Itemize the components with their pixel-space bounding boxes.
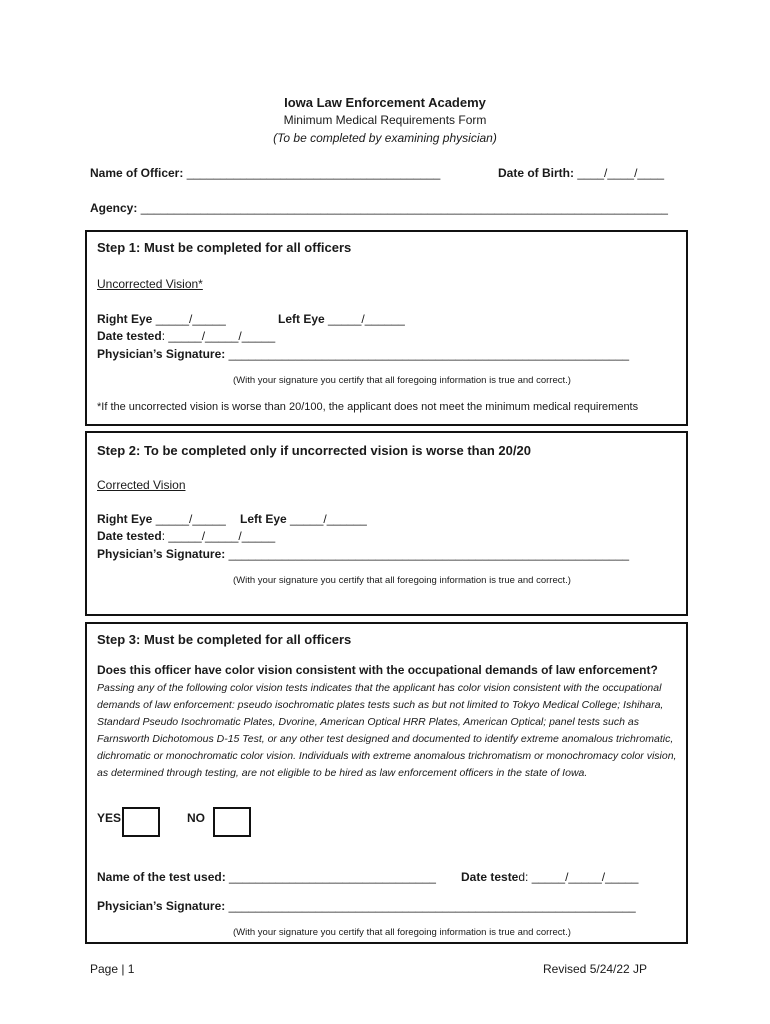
step1-signature-field[interactable] xyxy=(97,347,629,361)
step2-left-eye-blank[interactable]: _____/______ xyxy=(290,512,367,526)
test-name-label: Name of the test used: xyxy=(97,870,226,884)
step1-left-eye-blank[interactable]: _____/______ xyxy=(328,312,405,326)
step2-title: Step 2: To be completed only if uncorrected vision is worse than 20/20 xyxy=(97,443,531,458)
dob-label: Date of Birth: xyxy=(498,166,574,180)
agency-blank[interactable]: _______________________________________________________________________________ xyxy=(140,201,668,215)
step2-date-label: Date tested xyxy=(97,529,162,543)
agency-field[interactable] xyxy=(90,201,668,215)
step3-title: Step 3: Must be completed for all officers xyxy=(97,632,352,647)
step1-date-label: Date tested xyxy=(97,329,162,343)
dob-field[interactable] xyxy=(498,166,664,180)
no-label: NO xyxy=(187,811,205,825)
step1-footnote: *If the uncorrected vision is worse than 20/100, the applicant does not meet the minimum medical requirements xyxy=(97,401,639,413)
step2-date-field[interactable] xyxy=(97,529,275,543)
step1-left-eye-field[interactable] xyxy=(278,312,405,326)
step3-signature-blank[interactable]: _____________________________________________________________ xyxy=(228,899,636,913)
step2-left-eye-label: Left Eye xyxy=(240,512,287,526)
step1-title: Step 1: Must be completed for all officers xyxy=(97,240,352,255)
step3-signature-field[interactable] xyxy=(97,899,636,913)
step3-question: Does this officer have color vision consistent with the occupational demands of law enforcement? xyxy=(97,663,658,677)
step2-right-eye-field[interactable] xyxy=(97,512,226,526)
step3-date-label: Date teste xyxy=(461,870,519,884)
step1-date-blank[interactable]: : _____/_____/_____ xyxy=(161,329,276,343)
step2-signature-blank[interactable]: ____________________________________________________________ xyxy=(228,547,630,561)
step1-right-eye-field[interactable] xyxy=(97,312,226,326)
step3-signature-label: Physician’s Signature: xyxy=(97,899,226,913)
form-note: (To be completed by examining physician) xyxy=(273,131,497,145)
test-name-field[interactable] xyxy=(97,870,436,884)
step1-signature-label: Physician’s Signature: xyxy=(97,347,226,361)
step2-signature-field[interactable] xyxy=(97,547,629,561)
form-title: Iowa Law Enforcement Academy xyxy=(284,95,486,110)
step2-box xyxy=(85,431,688,616)
step2-right-eye-blank[interactable]: _____/_____ xyxy=(155,512,226,526)
step1-signature-blank[interactable]: ____________________________________________________________ xyxy=(228,347,630,361)
step2-right-eye-label: Right Eye xyxy=(97,512,153,526)
step2-certification: (With your signature you certify that all foregoing information is true and correct.) xyxy=(233,575,571,586)
test-name-blank[interactable]: _______________________________ xyxy=(229,870,436,884)
step3-certification: (With your signature you certify that all foregoing information is true and correct.) xyxy=(233,927,571,938)
step1-certification: (With your signature you certify that all foregoing information is true and correct.) xyxy=(233,375,571,386)
step2-subtitle: Corrected Vision xyxy=(97,478,186,492)
step3-box xyxy=(85,622,688,944)
step2-signature-label: Physician’s Signature: xyxy=(97,547,226,561)
step1-subtitle: Uncorrected Vision* xyxy=(97,277,203,291)
step3-date-field[interactable] xyxy=(461,870,638,884)
step2-date-blank[interactable]: : _____/_____/_____ xyxy=(161,529,276,543)
step1-box xyxy=(85,230,688,426)
yes-label: YES xyxy=(97,811,122,825)
officer-name-field[interactable] xyxy=(90,166,440,180)
no-checkbox[interactable] xyxy=(213,807,251,837)
agency-label: Agency: xyxy=(90,201,138,215)
dob-blank[interactable]: ____/____/____ xyxy=(577,166,665,180)
step3-date-blank[interactable]: d: _____/_____/_____ xyxy=(518,870,639,884)
step1-date-field[interactable] xyxy=(97,329,275,343)
step1-left-eye-label: Left Eye xyxy=(278,312,325,326)
form-subtitle: Minimum Medical Requirements Form xyxy=(283,113,487,127)
step2-left-eye-field[interactable] xyxy=(240,512,367,526)
page-number: Page | 1 xyxy=(90,962,135,976)
officer-name-label: Name of Officer: xyxy=(90,166,184,180)
step1-right-eye-blank[interactable]: _____/_____ xyxy=(155,312,226,326)
officer-name-blank[interactable]: ______________________________________ xyxy=(186,166,441,180)
step3-criteria-paragraph: Passing any of the following color vision tests indicates that the applicant has color vision consistent with the occupational demands of law enforcement: pseudo isochromatic plates tests such as but not limited to Tokyo Medical College; Ishihara, Standard Pseudo Isochromatic Plates, Dvorine, American Optical HRR Plates, American Optical; panel tests such as Farnsworth Dichotomous D-15 Test, or any other test designed and documented to identify extreme anomalous trichromatic, dichromatic or monochromatic color vision. Individuals with extreme anomalous trichromatism or monochromacy color vision, as determined through testing, are not eligible to be hired as law enforcement officers in the state of Iowa. xyxy=(97,682,677,779)
step1-right-eye-label: Right Eye xyxy=(97,312,153,326)
revision-note: Revised 5/24/22 JP xyxy=(543,962,648,976)
yes-checkbox[interactable] xyxy=(122,807,160,837)
